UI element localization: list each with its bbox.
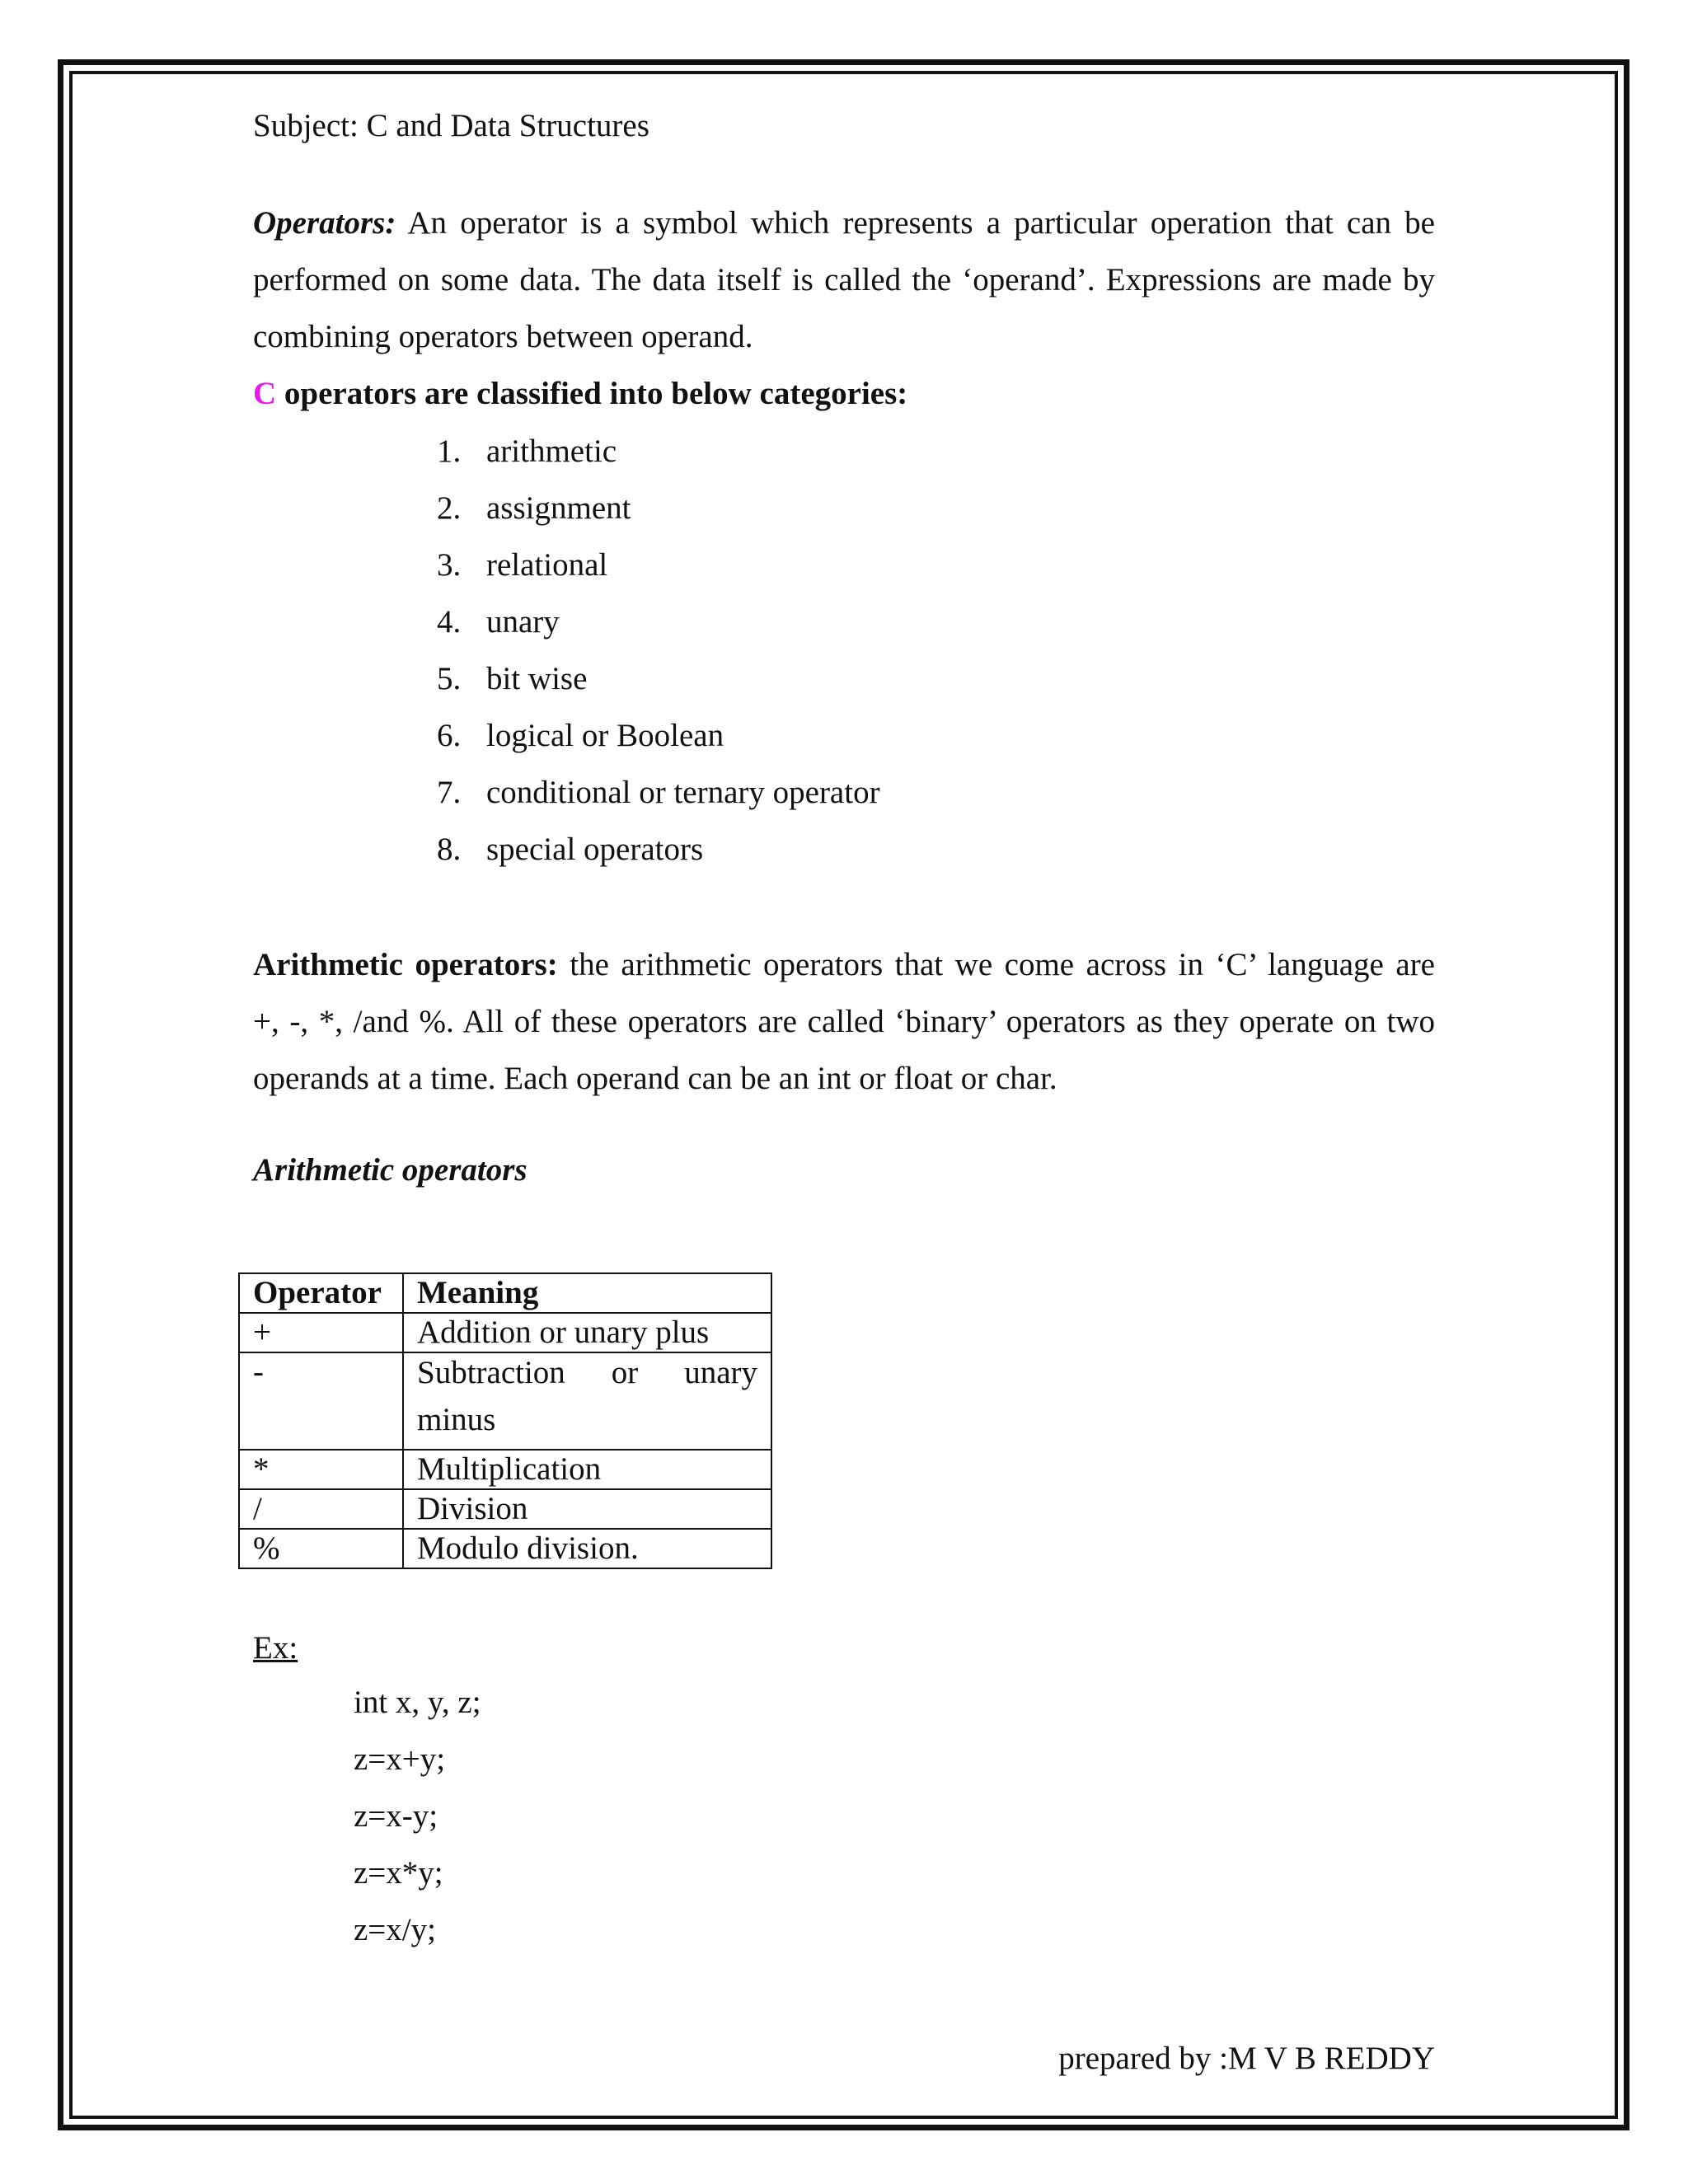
table-row [239, 1313, 771, 1352]
list-item-text: relational [486, 547, 608, 583]
table-cell-operator: - [239, 1352, 403, 1450]
meaning-word: or [611, 1355, 639, 1390]
list-item [437, 537, 880, 593]
list-item-text: arithmetic [486, 434, 617, 469]
list-item [437, 764, 880, 821]
arithmetic-line-3: operands at a time. Each operand can be an int or float or char. [253, 1061, 1057, 1096]
c-highlight: C [253, 376, 277, 411]
list-item [437, 821, 880, 878]
arithmetic-line-2: +, -, *, /and %. All of these operators are called ‘binary’ operators as they operate on two [253, 1004, 1435, 1039]
arithmetic-table-title: Arithmetic operators [253, 1152, 528, 1188]
code-line: z=x-y; [354, 1798, 438, 1834]
example-code-block [354, 1674, 481, 1958]
list-item-text: logical or Boolean [486, 718, 724, 753]
table-row [239, 1489, 771, 1529]
list-item-number: 8. [437, 832, 462, 867]
list-item [437, 480, 880, 537]
intro-line-3: combining operators between operand. [253, 319, 753, 354]
example-label: Ex: [253, 1630, 298, 1666]
intro-line-2: performed on some data. The data itself is called the ‘operand’. Expressions are made by [253, 262, 1435, 298]
meaning-continuation: minus [417, 1402, 496, 1437]
operators-intro-paragraph [253, 194, 1435, 365]
categories-heading-text: operators are classified into below categories: [284, 376, 908, 411]
table-cell-meaning: Multiplication [403, 1450, 771, 1489]
code-line: z=x*y; [354, 1855, 443, 1891]
table-header-meaning: Meaning [403, 1273, 771, 1313]
arithmetic-line-1: the arithmetic operators that we come across in ‘C’ language are [570, 947, 1435, 982]
table-header-row [239, 1273, 771, 1313]
list-item-number: 5. [437, 661, 462, 696]
table-cell-meaning: Modulo division. [403, 1529, 771, 1568]
list-item-number: 1. [437, 434, 462, 469]
list-item-number: 3. [437, 547, 462, 583]
code-line: z=x+y; [354, 1741, 446, 1777]
meaning-word: Subtraction [417, 1355, 565, 1390]
table-cell-operator: * [239, 1450, 403, 1489]
list-item-number: 7. [437, 775, 462, 810]
arithmetic-label: Arithmetic operators: [253, 947, 558, 982]
table-cell-meaning: Division [403, 1489, 771, 1529]
prepared-by-footer: prepared by :M V B REDDY [1058, 2041, 1435, 2076]
arithmetic-paragraph [253, 936, 1435, 1107]
list-item-number: 2. [437, 490, 462, 526]
meaning-word: unary [684, 1355, 757, 1390]
list-item [437, 423, 880, 480]
list-item-text: conditional or ternary operator [486, 775, 880, 810]
operators-label: Operators: [253, 205, 396, 241]
table-cell-meaning: Addition or unary plus [403, 1313, 771, 1352]
list-item-text: special operators [486, 832, 704, 867]
categories-heading [253, 365, 907, 422]
subject-heading: Subject: C and Data Structures [253, 108, 649, 143]
operators-table [238, 1272, 772, 1569]
list-item-number: 4. [437, 604, 462, 640]
table-cell-meaning [403, 1352, 771, 1450]
intro-line-1: An operator is a symbol which represents a particular operation that can be [407, 205, 1435, 241]
table-cell-operator: / [239, 1489, 403, 1529]
list-item-number: 6. [437, 718, 462, 753]
table-cell-operator: % [239, 1529, 403, 1568]
list-item [437, 593, 880, 650]
list-item-text: unary [486, 604, 560, 640]
table-header-operator: Operator [239, 1273, 403, 1313]
table-row [239, 1450, 771, 1489]
table-cell-operator: + [239, 1313, 403, 1352]
categories-list [437, 423, 880, 878]
table-row [239, 1529, 771, 1568]
code-line: z=x/y; [354, 1912, 436, 1947]
code-line: int x, y, z; [354, 1685, 481, 1720]
list-item [437, 650, 880, 707]
list-item-text: assignment [486, 490, 631, 526]
list-item [437, 707, 880, 764]
table-row [239, 1352, 771, 1450]
list-item-text: bit wise [486, 661, 588, 696]
